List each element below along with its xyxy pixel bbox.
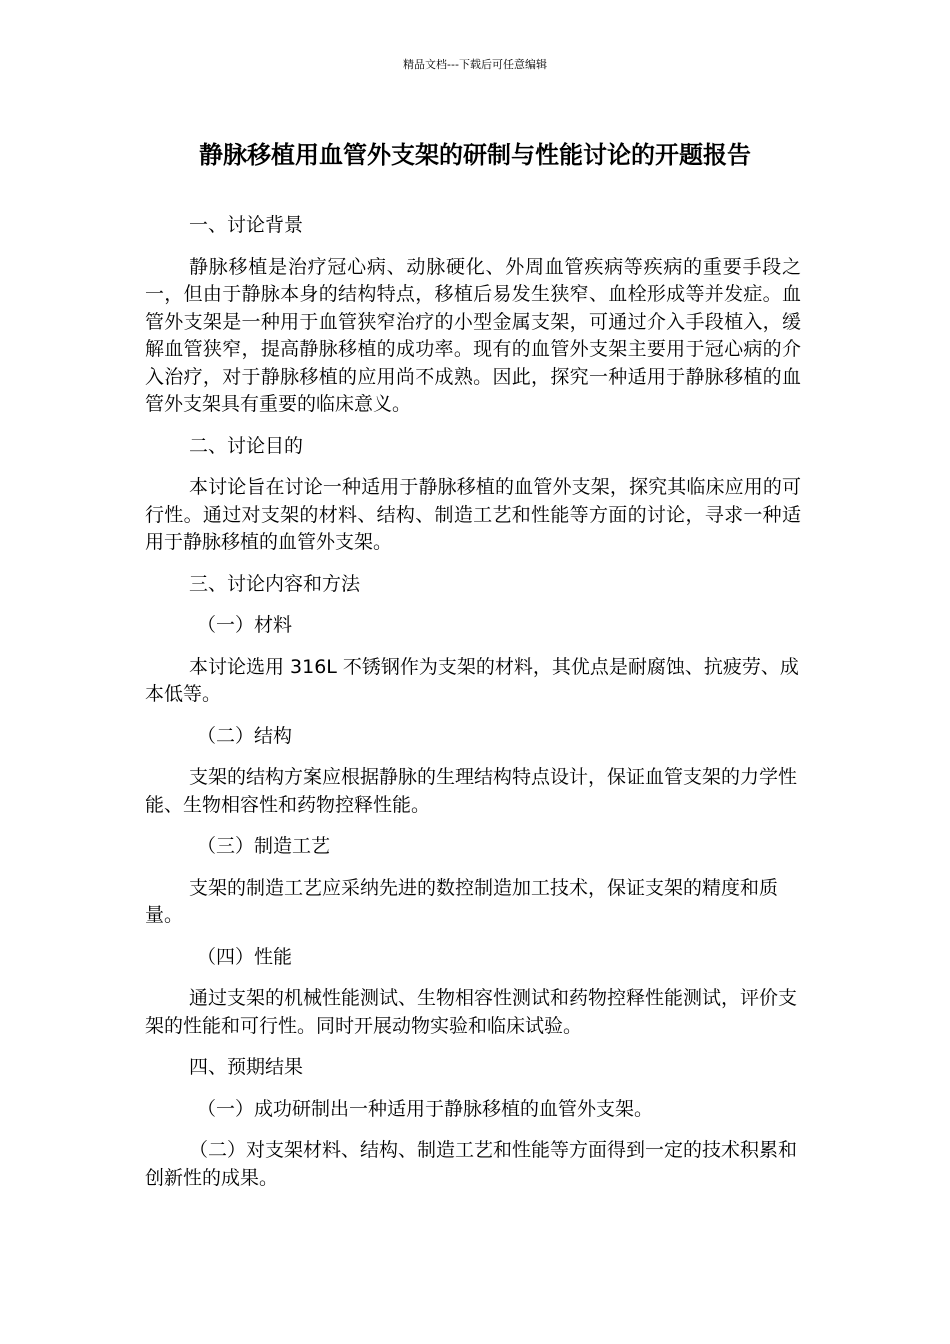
subheading-material: （一）材料 [197, 614, 293, 636]
paragraph-purpose: 本讨论旨在讨论一种适用于静脉移植的血管外支架，探究其临床应用的可行性。通过对支架的材料、结构、制造工艺和性能等方面的讨论，寻求一种适用于静脉移植的血管外支架。 [145, 476, 801, 553]
paragraph-material: 本讨论选用 316L 不锈钢作为支架的材料，其优点是耐腐蚀、抗疲劳、成本低等。 [145, 655, 799, 705]
paragraph-background: 静脉移植是治疗冠心病、动脉硬化、外周血管疾病等疾病的重要手段之一，但由于静脉本身的结构特点，移植后易发生狭窄、血栓形成等并发症。血管外支架是一种用于血管狭窄治疗的小型金属支架，可通过介入手段植入，缓解血管狭窄，提高静脉移植的成功率。现有的血管外支架主要用于冠心病的介入治疗，对于静脉移植的应用尚不成熟。因此，探究一种适用于静脉移植的血管外支架具有重要的临床意义。 [145, 255, 801, 415]
section-heading-purpose: 二、讨论目的 [189, 434, 304, 457]
document-body [145, 212, 801, 1206]
expected-result-2: （二）对支架材料、结构、制造工艺和性能等方面得到一定的技术积累和创新性的成果。 [145, 1139, 798, 1189]
expected-result-1: （一）成功研制出一种适用于静脉移植的血管外支架。 [197, 1097, 654, 1120]
section-heading-background: 一、讨论背景 [189, 214, 304, 236]
page-header: 精品文档---下载后可任意编辑 [403, 58, 547, 71]
section-heading-content-methods: 三、讨论内容和方法 [189, 572, 361, 595]
paragraph-performance: 通过支架的机械性能测试、生物相容性测试和药物控释性能测试，评价支架的性能和可行性。同时开展动物实验和临床试验。 [145, 987, 798, 1037]
section-heading-expected-results: 四、预期结果 [189, 1056, 304, 1078]
paragraph-structure: 支架的结构方案应根据静脉的生理结构特点设计，保证血管支架的力学性能、生物相容性和药物控释性能。 [145, 766, 798, 816]
subheading-manufacturing: （三）制造工艺 [197, 835, 331, 857]
document-title: 静脉移植用血管外支架的研制与性能讨论的开题报告 [199, 141, 751, 169]
subheading-performance: （四）性能 [197, 945, 293, 968]
subheading-structure: （二）结构 [197, 724, 293, 747]
paragraph-manufacturing: 支架的制造工艺应采纳先进的数控制造加工技术，保证支架的精度和质量。 [145, 876, 779, 926]
